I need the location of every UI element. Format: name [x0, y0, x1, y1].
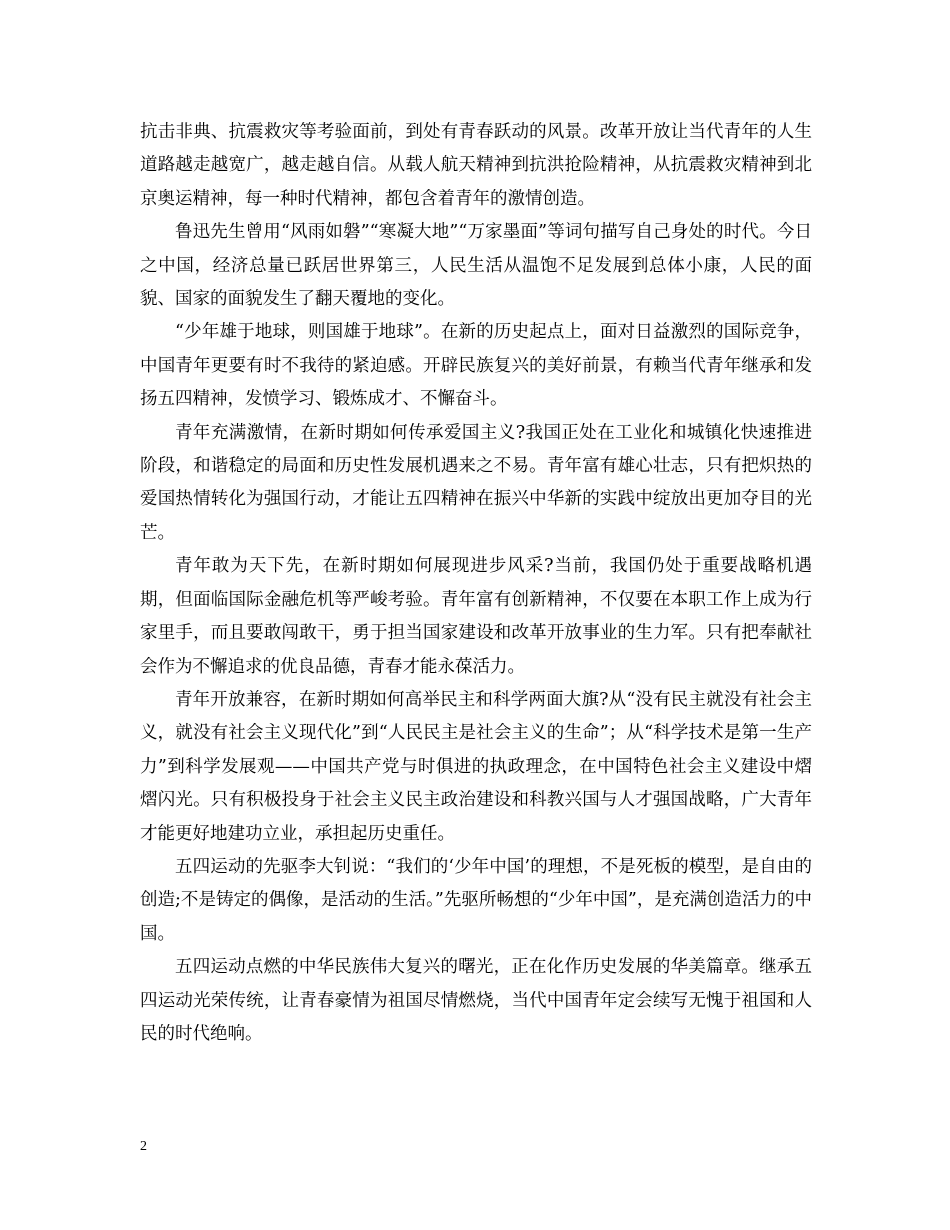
paragraph: 五四运动的先驱李大钊说：“我们的‘少年中国’的理想，不是死板的模型，是自由的创造;不是铸定的偶像，是活动的生活。”先驱所畅想的“少年中国”，是充满创造活力的中国。 — [140, 856, 812, 944]
paragraph: 鲁迅先生曾用“风雨如磐”“寒凝大地”“万家墨面”等词句描写自己身处的时代。今日之中国，经济总量已跃居世界第三，人民生活从温饱不足发展到总体小康，人民的面貌、国家的面貌发生了翻天覆地的变化。 — [140, 222, 812, 310]
paragraph: “少年雄于地球，则国雄于地球”。在新的历史起点上，面对日益激烈的国际竞争，中国青年更要有时不我待的紧迫感。开辟民族复兴的美好前景，有赖当代青年继承和发扬五四精神，发愤学习、锻炼成才、不懈奋斗。 — [140, 322, 812, 410]
paragraph: 青年充满激情，在新时期如何传承爱国主义?我国正处在工业化和城镇化快速推进阶段，和谐稳定的局面和历史性发展机遇来之不易。青年富有雄心壮志，只有把炽热的爱国热情转化为强国行动，才能让五四精神在振兴中华新的实践中绽放出更加夺目的光芒。 — [140, 422, 812, 543]
page-number: 2 — [140, 1139, 147, 1154]
paragraph: 抗击非典、抗震救灾等考验面前，到处有青春跃动的风景。改革开放让当代青年的人生道路越走越宽广，越走越自信。从载人航天精神到抗洪抢险精神，从抗震救灾精神到北京奥运精神，每一种时代精神，都包含着青年的激情创造。 — [140, 122, 812, 209]
document-body — [140, 116, 812, 1051]
paragraph: 五四运动点燃的中华民族伟大复兴的曙光，正在化作历史发展的华美篇章。继承五四运动光荣传统，让青春豪情为祖国尽情燃烧，当代中国青年定会续写无愧于祖国和人民的时代绝响。 — [140, 957, 812, 1044]
paragraph: 青年开放兼容，在新时期如何高举民主和科学两面大旗?从“没有民主就没有社会主义，就没有社会主义现代化”到“人民民主是社会主义的生命”；从“科学技术是第一生产力”到科学发展观——中国共产党与时俱进的执政理念，在中国特色社会主义建设中熠熠闪光。只有积极投身于社会主义民主政治建设和科教兴国与人才强国战略，广大青年才能更好地建功立业，承担起历史重任。 — [140, 689, 812, 844]
paragraph: 青年敢为天下先，在新时期如何展现进步风采?当前，我国仍处于重要战略机遇期，但面临国际金融危机等严峻考验。青年富有创新精神，不仅要在本职工作上成为行家里手，而且要敢闯敢干，勇于担当国家建设和改革开放事业的生力军。只有把奉献社会作为不懈追求的优良品德，青春才能永葆活力。 — [140, 556, 812, 677]
